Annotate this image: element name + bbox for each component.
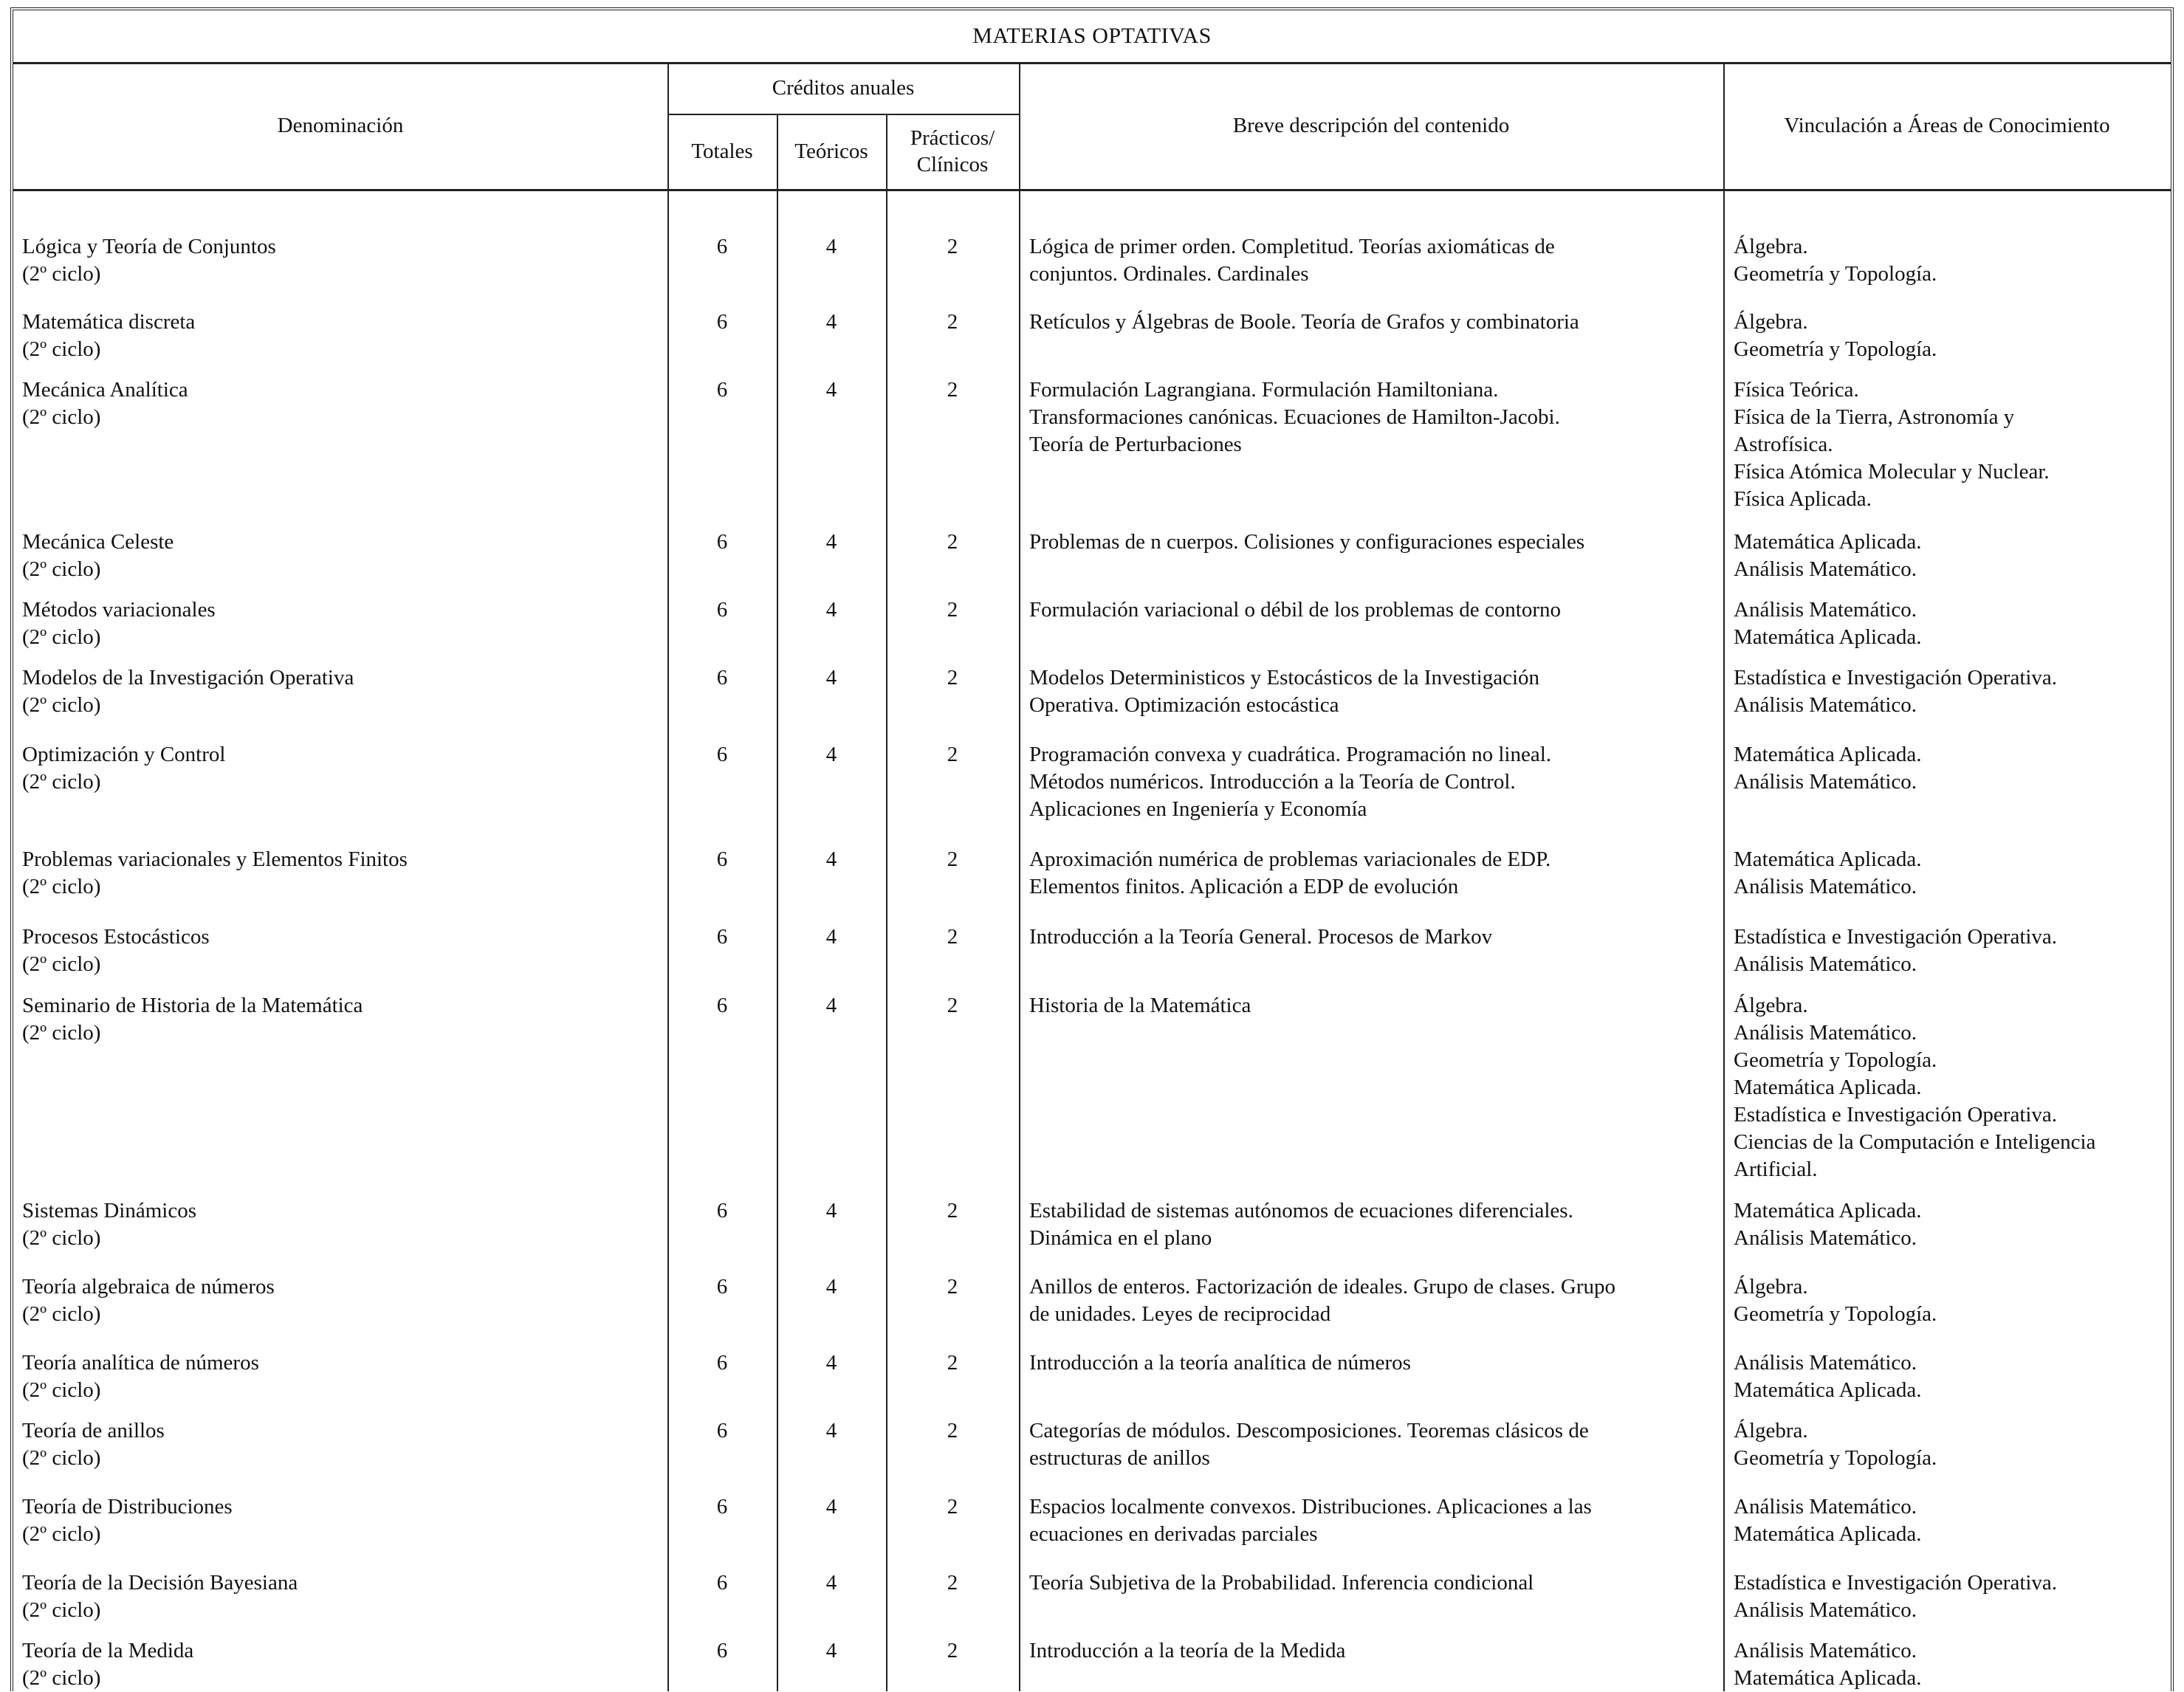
cell-practicos: 2 — [947, 1419, 958, 1442]
cell-totales: 6 — [716, 1495, 728, 1519]
cell-vinculacion — [1734, 1493, 2169, 1548]
cell-totales: 6 — [716, 847, 728, 871]
knowledge-area: Matemática Aplicada. — [1734, 625, 1922, 649]
cell-denominacion — [22, 376, 657, 431]
cell-practicos: 2 — [947, 235, 958, 258]
knowledge-area: Artificial. — [1734, 1158, 1818, 1181]
header-practicos-line1: Prácticos/ — [910, 126, 995, 150]
cell-descripcion — [1029, 1197, 1726, 1252]
cell-vinculacion — [1734, 1197, 2169, 1252]
knowledge-area: Matemática Aplicada. — [1734, 530, 1922, 554]
cell-descripcion — [1029, 846, 1726, 901]
cell-descripcion — [1029, 1273, 1726, 1328]
cell-descripcion — [1029, 741, 1726, 823]
cell-teoricos: 4 — [825, 598, 837, 622]
cell-practicos: 2 — [947, 994, 958, 1017]
cell-teoricos: 4 — [825, 666, 837, 689]
description-line: Categorías de módulos. Descomposiciones. Teoremas clásicos de — [1029, 1419, 1589, 1442]
cell-denominacion — [22, 924, 657, 978]
cell-vinculacion — [1734, 309, 2169, 363]
cell-practicos: 2 — [947, 847, 958, 871]
knowledge-area: Geometría y Topología. — [1734, 262, 1937, 286]
document-page — [10, 7, 2174, 1691]
description-line: Dinámica en el plano — [1029, 1226, 1212, 1250]
cell-vinculacion — [1734, 1273, 2169, 1328]
cell-teoricos: 4 — [825, 847, 837, 871]
cell-denominacion — [22, 1273, 657, 1328]
cell-denominacion — [22, 992, 657, 1047]
knowledge-area: Análisis Matemático. — [1734, 1351, 1917, 1375]
cell-denominacion — [22, 1493, 657, 1548]
description-line: Teoría de Perturbaciones — [1029, 433, 1242, 456]
knowledge-area: Ciencias de la Computación e Inteligencia — [1734, 1130, 2096, 1154]
cell-practicos: 2 — [947, 1351, 958, 1375]
cell-vinculacion — [1734, 992, 2169, 1183]
subject-name: Sistemas Dinámicos — [22, 1199, 197, 1222]
subject-cycle: (2º ciclo) — [22, 1598, 101, 1622]
description-line: Programación convexa y cuadrática. Programación no lineal. — [1029, 743, 1552, 766]
subject-name: Optimización y Control — [22, 743, 226, 766]
cell-practicos: 2 — [947, 925, 958, 949]
subject-cycle: (2º ciclo) — [22, 875, 101, 898]
knowledge-area: Álgebra. — [1734, 1419, 1808, 1442]
description-line: Problemas de n cuerpos. Colisiones y configuraciones especiales — [1029, 530, 1585, 554]
cell-totales: 6 — [716, 1351, 728, 1375]
cell-descripcion — [1029, 376, 1726, 458]
knowledge-area: Geometría y Topología. — [1734, 337, 1937, 361]
cell-denominacion — [22, 664, 657, 719]
description-line: Transformaciones canónicas. Ecuaciones de Hamilton-Jacobi. — [1029, 405, 1560, 429]
cell-denominacion — [22, 846, 657, 901]
subject-cycle: (2º ciclo) — [22, 1302, 101, 1326]
header-denominacion: Denominación — [277, 114, 404, 137]
subject-name: Teoría de la Decisión Bayesiana — [22, 1571, 298, 1595]
subject-cycle: (2º ciclo) — [22, 770, 101, 794]
knowledge-area: Física Aplicada. — [1734, 487, 1872, 511]
header-practicos — [886, 114, 1019, 189]
cell-teoricos: 4 — [825, 1495, 837, 1519]
knowledge-area: Álgebra. — [1734, 235, 1808, 258]
cell-totales: 6 — [716, 310, 728, 334]
knowledge-area: Análisis Matemático. — [1734, 557, 1917, 581]
cell-teoricos: 4 — [825, 310, 837, 334]
subject-cycle: (2º ciclo) — [22, 557, 101, 581]
cell-descripcion — [1029, 1417, 1726, 1472]
knowledge-area: Física de la Tierra, Astronomía y — [1734, 405, 2015, 429]
knowledge-area: Estadística e Investigación Operativa. — [1734, 1571, 2058, 1595]
subject-name: Problemas variacionales y Elementos Finitos — [22, 847, 408, 871]
cell-vinculacion — [1734, 1569, 2169, 1624]
subject-cycle: (2º ciclo) — [22, 262, 101, 286]
cell-totales: 6 — [716, 530, 728, 554]
knowledge-area: Estadística e Investigación Operativa. — [1734, 666, 2058, 689]
description-line: estructuras de anillos — [1029, 1446, 1210, 1470]
cell-denominacion — [22, 1569, 657, 1624]
cell-practicos: 2 — [947, 598, 958, 622]
subject-name: Mecánica Celeste — [22, 530, 174, 554]
cell-descripcion — [1029, 664, 1726, 719]
cell-vinculacion — [1734, 846, 2169, 901]
description-line: Introducción a la teoría de la Medida — [1029, 1639, 1346, 1662]
subject-cycle: (2º ciclo) — [22, 1666, 101, 1690]
cell-totales: 6 — [716, 378, 728, 402]
knowledge-area: Análisis Matemático. — [1734, 1598, 1917, 1622]
subject-cycle: (2º ciclo) — [22, 1226, 101, 1250]
description-line: Métodos numéricos. Introducción a la Teoría de Control. — [1029, 770, 1516, 794]
cell-totales: 6 — [716, 1571, 728, 1595]
cell-practicos: 2 — [947, 743, 958, 766]
knowledge-area: Geometría y Topología. — [1734, 1048, 1937, 1072]
cell-denominacion — [22, 1349, 657, 1404]
description-line: Historia de la Matemática — [1029, 994, 1251, 1017]
cell-practicos: 2 — [947, 1199, 958, 1222]
subject-cycle: (2º ciclo) — [22, 952, 101, 976]
description-line: Formulación variacional o débil de los problemas de contorno — [1029, 598, 1561, 622]
cell-vinculacion — [1734, 1417, 2169, 1472]
cell-denominacion — [22, 1637, 657, 1692]
cell-practicos: 2 — [947, 666, 958, 689]
cell-vinculacion — [1734, 233, 2169, 288]
cell-denominacion — [22, 233, 657, 288]
subject-name: Teoría de la Medida — [22, 1639, 194, 1662]
cell-totales: 6 — [716, 1639, 728, 1662]
header-teoricos: Teóricos — [794, 140, 868, 163]
cell-totales: 6 — [716, 743, 728, 766]
header-totales: Totales — [691, 140, 753, 163]
knowledge-area: Física Teórica. — [1734, 378, 1859, 402]
cell-descripcion — [1029, 924, 1726, 951]
description-line: Aplicaciones en Ingeniería y Economía — [1029, 797, 1367, 821]
subject-cycle: (2º ciclo) — [22, 405, 101, 429]
subject-name: Procesos Estocásticos — [22, 925, 210, 949]
description-line: Lógica de primer orden. Completitud. Teorías axiomáticas de — [1029, 235, 1555, 258]
cell-teoricos: 4 — [825, 925, 837, 949]
cell-descripcion — [1029, 1637, 1726, 1665]
cell-descripcion — [1029, 596, 1726, 624]
description-line: Introducción a la teoría analítica de números — [1029, 1351, 1411, 1375]
knowledge-area: Matemática Aplicada. — [1734, 847, 1922, 871]
knowledge-area: Estadística e Investigación Operativa. — [1734, 1103, 2058, 1127]
subject-name: Teoría de Distribuciones — [22, 1495, 233, 1519]
subject-name: Lógica y Teoría de Conjuntos — [22, 235, 276, 258]
subject-name: Mecánica Analítica — [22, 378, 188, 402]
cell-teoricos: 4 — [825, 235, 837, 258]
cell-totales: 6 — [716, 1199, 728, 1222]
cell-totales: 6 — [716, 994, 728, 1017]
knowledge-area: Análisis Matemático. — [1734, 1226, 1917, 1250]
knowledge-area: Geometría y Topología. — [1734, 1446, 1937, 1470]
subject-cycle: (2º ciclo) — [22, 337, 101, 361]
description-line: Teoría Subjetiva de la Probabilidad. Inferencia condicional — [1029, 1571, 1534, 1595]
subject-name: Matemática discreta — [22, 310, 196, 334]
knowledge-area: Matemática Aplicada. — [1734, 1199, 1922, 1222]
cell-vinculacion — [1734, 376, 2169, 513]
knowledge-area: Matemática Aplicada. — [1734, 743, 1922, 766]
description-line: Aproximación numérica de problemas variacionales de EDP. — [1029, 847, 1551, 871]
cell-totales: 6 — [716, 666, 728, 689]
cell-denominacion — [22, 596, 657, 651]
description-line: de unidades. Leyes de reciprocidad — [1029, 1302, 1331, 1326]
cell-practicos: 2 — [947, 1275, 958, 1299]
description-line: Retículos y Álgebras de Boole. Teoría de Grafos y combinatoria — [1029, 310, 1579, 334]
header-creditos-anuales: Créditos anuales — [772, 76, 915, 100]
subject-cycle: (2º ciclo) — [22, 1446, 101, 1470]
cell-teoricos: 4 — [825, 994, 837, 1017]
cell-vinculacion — [1734, 924, 2169, 978]
knowledge-area: Álgebra. — [1734, 1275, 1808, 1299]
knowledge-area: Estadística e Investigación Operativa. — [1734, 925, 2058, 949]
cell-denominacion — [22, 309, 657, 363]
subject-cycle: (2º ciclo) — [22, 1522, 101, 1546]
cell-vinculacion — [1734, 1637, 2169, 1692]
cell-teoricos: 4 — [825, 1639, 837, 1662]
cell-totales: 6 — [716, 235, 728, 258]
cell-descripcion — [1029, 992, 1726, 1019]
cell-teoricos: 4 — [825, 743, 837, 766]
cell-descripcion — [1029, 529, 1726, 556]
cell-totales: 6 — [716, 598, 728, 622]
cell-teoricos: 4 — [825, 1275, 837, 1299]
knowledge-area: Física Atómica Molecular y Nuclear. — [1734, 460, 2050, 484]
cell-descripcion — [1029, 1493, 1726, 1548]
cell-practicos: 2 — [947, 1495, 958, 1519]
cell-teoricos: 4 — [825, 530, 837, 554]
knowledge-area: Matemática Aplicada. — [1734, 1378, 1922, 1402]
knowledge-area: Matemática Aplicada. — [1734, 1666, 1922, 1690]
description-line: Espacios localmente convexos. Distribuciones. Aplicaciones a las — [1029, 1495, 1592, 1519]
description-line: Anillos de enteros. Factorización de ideales. Grupo de clases. Grupo — [1029, 1275, 1616, 1299]
cell-vinculacion — [1734, 664, 2169, 719]
knowledge-area: Análisis Matemático. — [1734, 1021, 1917, 1045]
knowledge-area: Álgebra. — [1734, 310, 1808, 334]
cell-totales: 6 — [716, 1419, 728, 1442]
cell-practicos: 2 — [947, 1571, 958, 1595]
knowledge-area: Análisis Matemático. — [1734, 770, 1917, 794]
subject-name: Teoría de anillos — [22, 1419, 165, 1442]
table-title: MATERIAS OPTATIVAS — [13, 10, 2171, 64]
header-descripcion: Breve descripción del contenido — [1232, 114, 1510, 137]
cell-denominacion — [22, 1417, 657, 1472]
cell-practicos: 2 — [947, 1639, 958, 1662]
knowledge-area: Análisis Matemático. — [1734, 952, 1917, 976]
table-body — [13, 190, 2171, 1691]
knowledge-area: Análisis Matemático. — [1734, 598, 1917, 622]
knowledge-area: Álgebra. — [1734, 994, 1808, 1017]
subject-name: Teoría analítica de números — [22, 1351, 259, 1375]
cell-teoricos: 4 — [825, 1351, 837, 1375]
description-line: conjuntos. Ordinales. Cardinales — [1029, 262, 1309, 286]
subject-cycle: (2º ciclo) — [22, 625, 101, 649]
cell-descripcion — [1029, 1569, 1726, 1597]
cell-practicos: 2 — [947, 378, 958, 402]
knowledge-area: Geometría y Topología. — [1734, 1302, 1937, 1326]
subject-cycle: (2º ciclo) — [22, 1021, 101, 1045]
column-divider — [1019, 190, 1020, 1691]
cell-vinculacion — [1734, 529, 2169, 583]
description-line: Elementos finitos. Aplicación a EDP de evolución — [1029, 875, 1459, 898]
cell-practicos: 2 — [947, 310, 958, 334]
cell-teoricos: 4 — [825, 1571, 837, 1595]
knowledge-area: Análisis Matemático. — [1734, 693, 1917, 717]
cell-denominacion — [22, 1197, 657, 1252]
description-line: Estabilidad de sistemas autónomos de ecuaciones diferenciales. — [1029, 1199, 1573, 1222]
description-line: Introducción a la Teoría General. Procesos de Markov — [1029, 925, 1493, 949]
cell-totales: 6 — [716, 925, 728, 949]
description-line: ecuaciones en derivadas parciales — [1029, 1522, 1318, 1546]
cell-totales: 6 — [716, 1275, 728, 1299]
cell-vinculacion — [1734, 741, 2169, 796]
knowledge-area: Matemática Aplicada. — [1734, 1076, 1922, 1099]
cell-practicos: 2 — [947, 530, 958, 554]
description-line: Modelos Deterministicos y Estocásticos de la Investigación — [1029, 666, 1540, 689]
knowledge-area: Análisis Matemático. — [1734, 1639, 1917, 1662]
subject-name: Seminario de Historia de la Matemática — [22, 994, 363, 1017]
subject-name: Modelos de la Investigación Operativa — [22, 666, 354, 689]
subject-name: Teoría algebraica de números — [22, 1275, 275, 1299]
cell-descripcion — [1029, 233, 1726, 288]
cell-teoricos: 4 — [825, 1419, 837, 1442]
knowledge-area: Astrofísica. — [1734, 433, 1833, 456]
cell-descripcion — [1029, 1349, 1726, 1377]
header-practicos-line2: Clínicos — [916, 153, 989, 176]
description-line: Formulación Lagrangiana. Formulación Hamiltoniana. — [1029, 378, 1499, 402]
knowledge-area: Análisis Matemático. — [1734, 875, 1917, 898]
subject-name: Métodos variacionales — [22, 598, 216, 622]
subject-cycle: (2º ciclo) — [22, 693, 101, 717]
knowledge-area: Análisis Matemático. — [1734, 1495, 1917, 1519]
cell-teoricos: 4 — [825, 378, 837, 402]
subject-cycle: (2º ciclo) — [22, 1378, 101, 1402]
cell-teoricos: 4 — [825, 1199, 837, 1222]
cell-vinculacion — [1734, 596, 2169, 651]
knowledge-area: Matemática Aplicada. — [1734, 1522, 1922, 1546]
table-header — [13, 62, 2171, 191]
description-line: Operativa. Optimización estocástica — [1029, 693, 1339, 717]
cell-denominacion — [22, 529, 657, 583]
cell-descripcion — [1029, 309, 1726, 336]
cell-vinculacion — [1734, 1349, 2169, 1404]
header-vinculacion: Vinculación a Áreas de Conocimiento — [1784, 114, 2110, 137]
cell-denominacion — [22, 741, 657, 796]
